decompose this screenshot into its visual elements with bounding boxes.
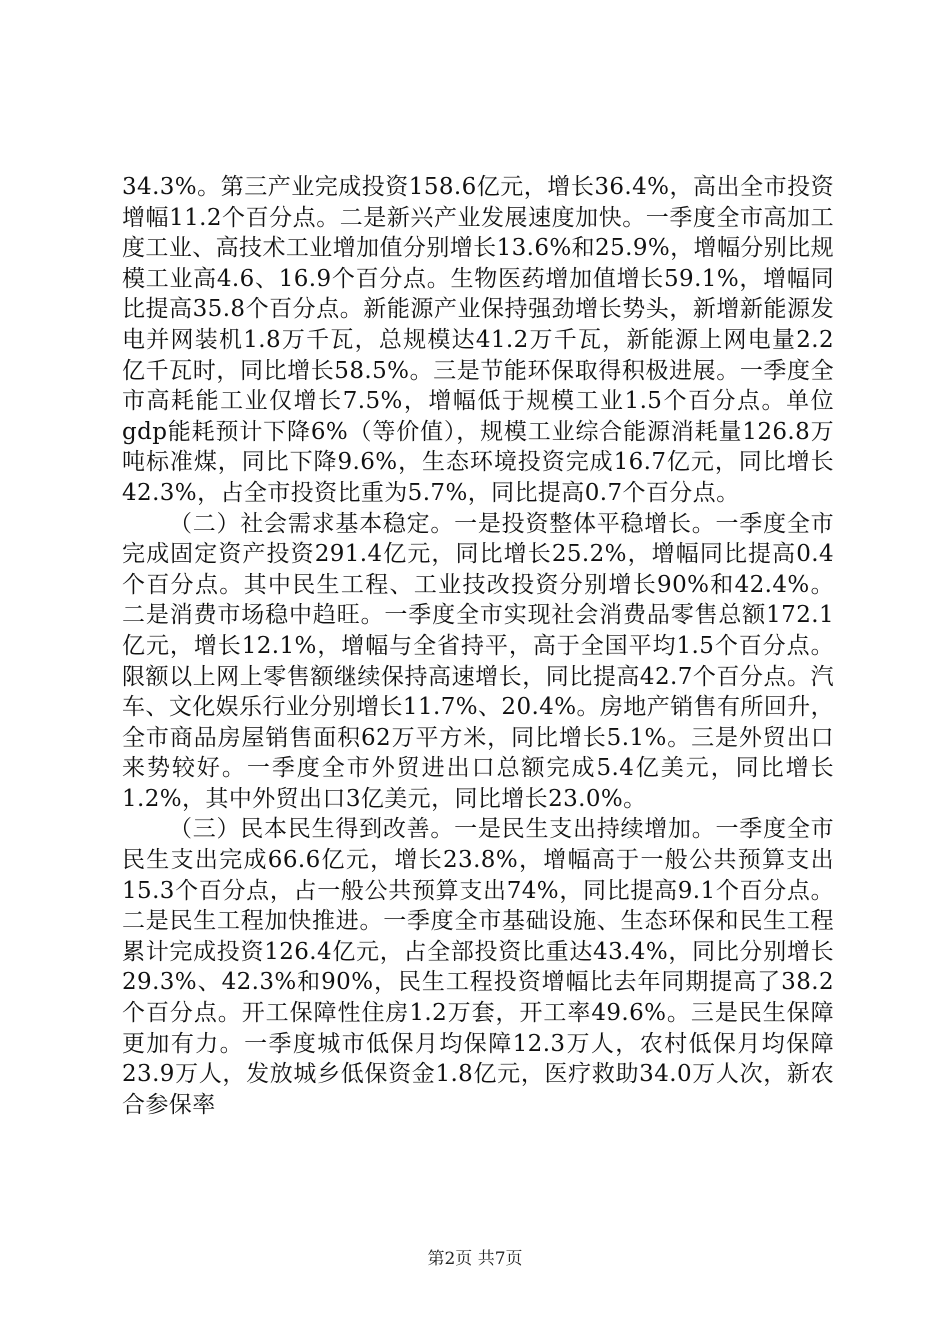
document-body [122, 172, 834, 1120]
page-footer: 第2页 共7页 [427, 1249, 523, 1269]
paragraph-social-demand: （二）社会需求基本稳定。一是投资整体平稳增长。一季度全市完成固定资产投资291.4亿元，同比增长25.2%，增幅同比提高0.4个百分点。其中民生工程、工业技改投资分别增长90%和42.4%。二是消费市场稳中趋旺。一季度全市实现社会消费品零售总额172.1亿元，增长12.1%，增幅与全省持平，高于全国平均1.5个百分点。限额以上网上零售额继续保持高速增长，同比提高42.7个百分点。汽车、文化娱乐行业分别增长11.7%、20.4%。房地产销售有所回升，全市商品房屋销售面积62万平方米，同比增长5.1%。三是外贸出口来势较好。一季度全市外贸进出口总额完成5.4亿美元，同比增长1.2%，其中外贸出口3亿美元，同比增长23.0%。 [122, 510, 834, 812]
paragraph-continuation: 34.3%。第三产业完成投资158.6亿元，增长36.4%，高出全市投资增幅11.2个百分点。二是新兴产业发展速度加快。一季度全市高加工度工业、高技术工业增加值分别增长13.6%和25.9%，增幅分别比规模工业高4.6、16.9个百分点。生物医药增加值增长59.1%，增幅同比提高35.8个百分点。新能源产业保持强劲增长势头，新增新能源发电并网装机1.8万千瓦，总规模达41.2万千瓦，新能源上网电量2.2亿千瓦时，同比增长58.5%。三是节能环保取得积极进展。一季度全市高耗能工业仅增长7.5%，增幅低于规模工业1.5个百分点。单位gdp能耗预计下降6%（等价值），规模工业综合能源消耗量126.8万吨标准煤，同比下降9.6%，生态环境投资完成16.7亿元，同比增长42.3%，占全市投资比重为5.7%，同比提高0.7个百分点。 [122, 174, 834, 506]
paragraph-livelihood: （三）民本民生得到改善。一是民生支出持续增加。一季度全市民生支出完成66.6亿元，增长23.8%，增幅高于一般公共预算支出15.3个百分点，占一般公共预算支出74%，同比提高9.1个百分点。二是民生工程加快推进。一季度全市基础设施、生态环保和民生工程累计完成投资126.4亿元，占全部投资比重达43.4%，同比分别增长29.3%、42.3%和90%，民生工程投资增幅比去年同期提高了38.2个百分点。开工保障性住房1.2万套，开工率49.6%。三是民生保障更加有力。一季度城市低保月均保障12.3万人，农村低保月均保障23.9万人，发放城乡低保资金1.8亿元，医疗救助34.0万人次，新农合参保率 [122, 816, 834, 1118]
